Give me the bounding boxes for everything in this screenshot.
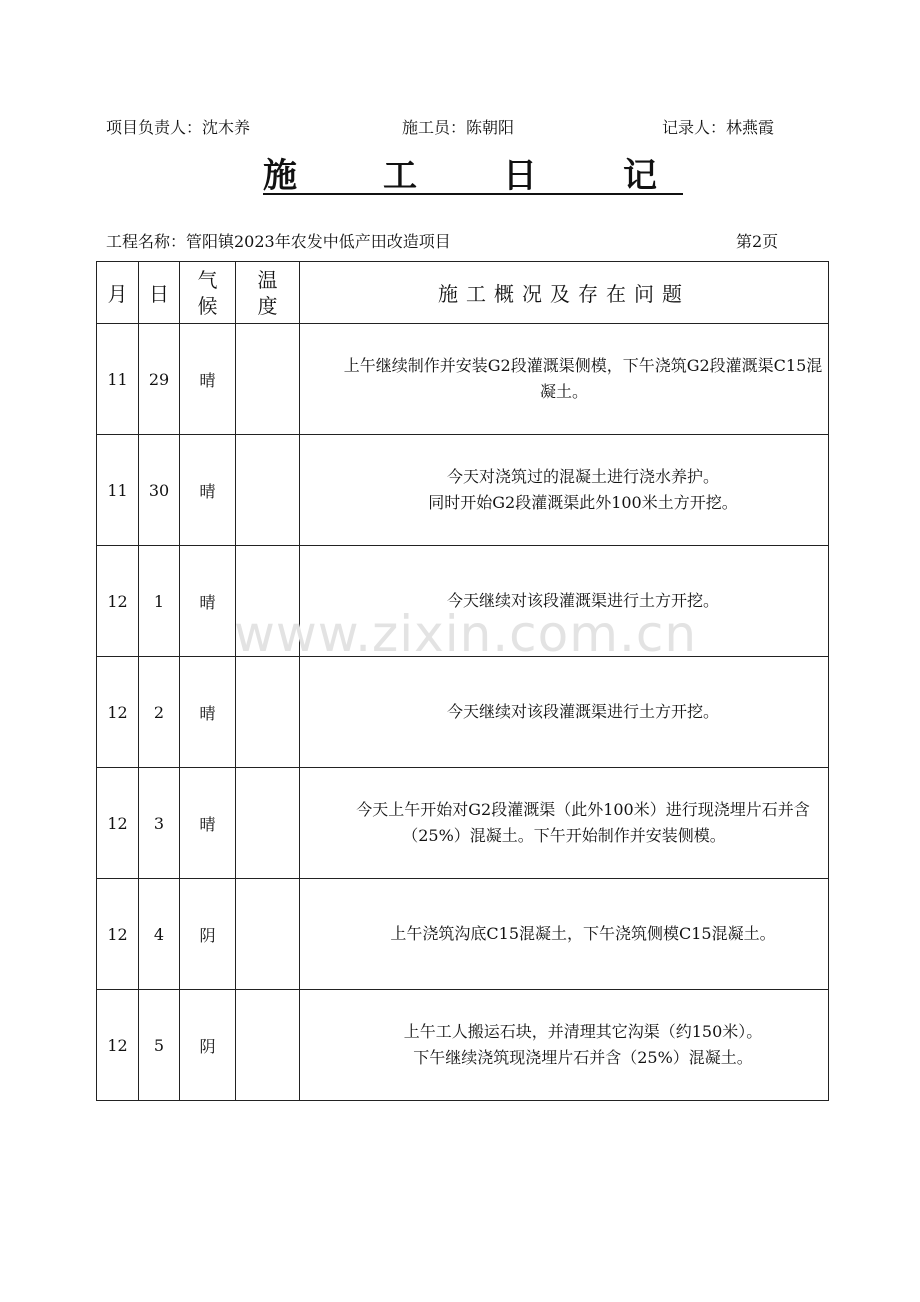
page-title-text: 施 工 日 记 [263,156,683,196]
col-weather-line2: 候 [197,293,218,318]
day-cell: 5 [139,990,180,1101]
summary-cell [300,435,829,546]
month-cell: 12 [97,546,139,657]
col-summary: 施工概况及存在问题 [300,262,829,324]
table-row [97,657,829,768]
temperature-cell [236,435,300,546]
summary-line: 今天继续对该段灌溉渠进行土方开挖。 [446,591,719,610]
summary-cell [300,990,829,1101]
col-temperature-line1: 温 [257,267,278,292]
summary-line: 今天继续对该段灌溉渠进行土方开挖。 [446,702,719,721]
weather-cell: 晴 [180,768,236,879]
page-number: 第2页 [736,232,779,251]
month-cell: 11 [97,324,139,435]
summary-line: 同时开始G2段灌溉渠此外100米土方开挖。 [428,493,738,512]
day-cell: 29 [139,324,180,435]
temperature-cell [236,324,300,435]
summary-line: 今天上午开始对G2段灌溉渠（此外100米）进行现浇埋片石并含（25%）混凝土。下午开始制作并安装侧模。 [356,800,810,845]
temperature-cell [236,657,300,768]
weather-cell: 阴 [180,879,236,990]
summary-cell [300,879,829,990]
weather-cell: 晴 [180,324,236,435]
col-weather [180,262,236,324]
month-cell: 12 [97,768,139,879]
summary-line: 上午继续制作并安装G2段灌溉渠侧模，下午浇筑G2段灌溉渠C15混凝土。 [343,356,823,401]
recorder-label: 记录人：林燕霞 [662,118,775,137]
col-weather-line1: 气 [197,267,218,292]
project-name: 工程名称：管阳镇2023年农发中低产田改造项目 [106,232,451,251]
summary-cell [300,324,829,435]
col-month: 月 [97,262,139,324]
month-cell: 12 [97,879,139,990]
month-cell: 11 [97,435,139,546]
day-cell: 4 [139,879,180,990]
builder-label: 施工员：陈朝阳 [402,118,515,137]
project-manager-label: 项目负责人：沈木养 [106,118,251,137]
watermark: www.zixin.com.cn [234,605,698,663]
table-row [97,435,829,546]
construction-log-table [96,261,829,1101]
summary-line: 上午浇筑沟底C15混凝土，下午浇筑侧模C15混凝土。 [390,924,776,943]
day-cell: 30 [139,435,180,546]
col-day: 日 [139,262,180,324]
page-title [0,148,920,197]
month-cell: 12 [97,657,139,768]
weather-cell: 晴 [180,657,236,768]
summary-cell [300,657,829,768]
summary-line: 上午工人搬运石块，并清理其它沟渠（约150米）。 [403,1022,763,1041]
day-cell: 1 [139,546,180,657]
weather-cell: 阴 [180,990,236,1101]
summary-cell [300,768,829,879]
day-cell: 3 [139,768,180,879]
summary-line: 下午继续浇筑现浇埋片石并含（25%）混凝土。 [413,1048,753,1067]
day-cell: 2 [139,657,180,768]
table-header-row [97,262,829,324]
table-row [97,879,829,990]
weather-cell: 晴 [180,435,236,546]
table-row [97,768,829,879]
temperature-cell [236,879,300,990]
weather-cell: 晴 [180,546,236,657]
col-temperature-line2: 度 [257,293,278,318]
temperature-cell [236,990,300,1101]
month-cell: 12 [97,990,139,1101]
col-temperature [236,262,300,324]
log-body [97,324,829,1101]
table-row [97,990,829,1101]
temperature-cell [236,768,300,879]
table-row [97,324,829,435]
summary-line: 今天对浇筑过的混凝土进行浇水养护。 [446,467,719,486]
